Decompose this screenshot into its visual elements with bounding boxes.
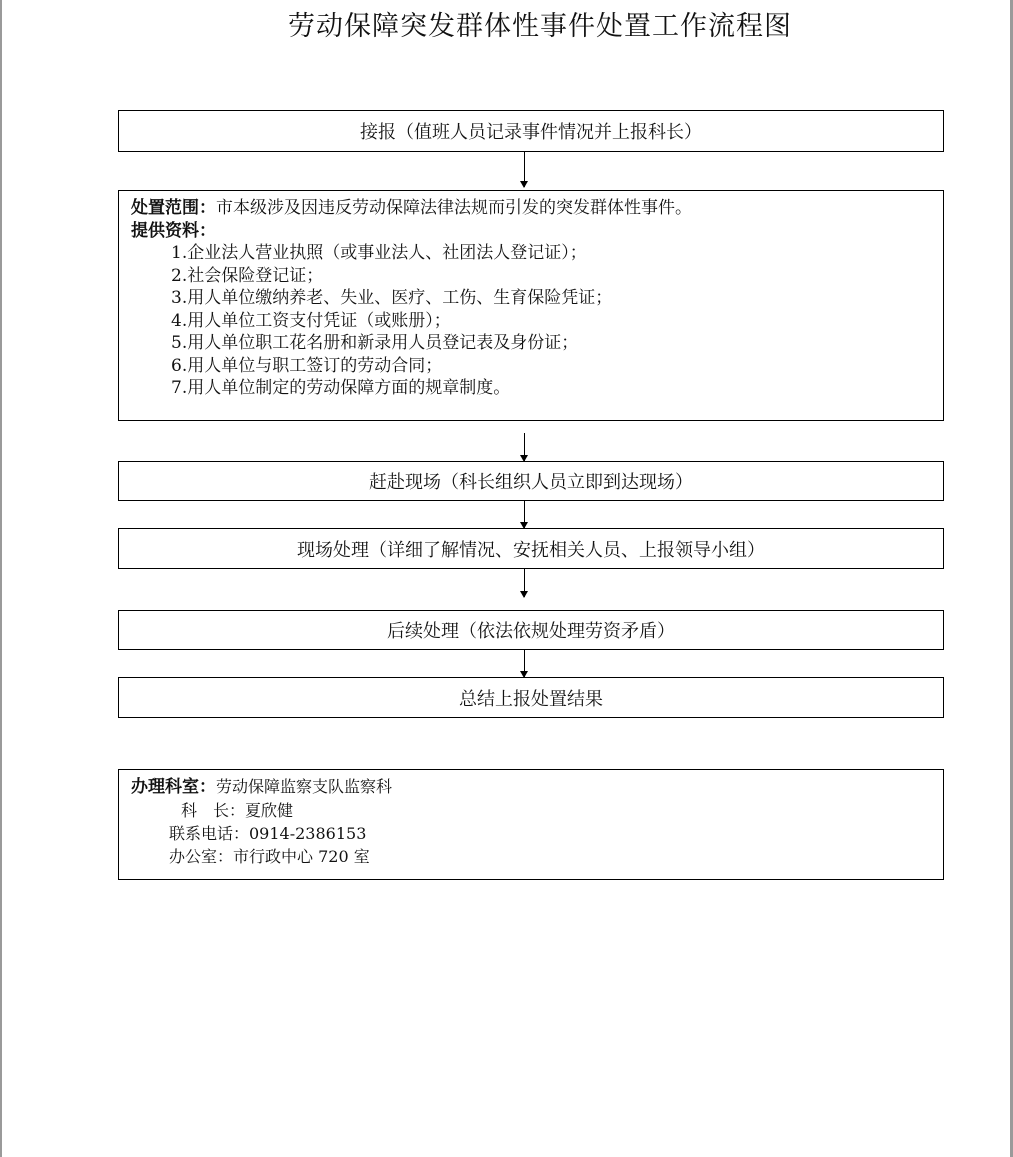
- step-receive-box: [118, 110, 944, 152]
- arrow-2: [524, 433, 525, 461]
- contact-phone: 联系电话：0914-2386153: [169, 824, 367, 843]
- step-rush-label: 赶赴现场（科长组织人员立即到达现场）: [369, 472, 693, 493]
- materials-item: 2.社会保险登记证；: [171, 265, 324, 286]
- contact-box: [118, 769, 944, 880]
- materials-item: 6.用人单位与职工签订的劳动合同；: [171, 355, 443, 376]
- contact-room: 办公室：市行政中心 720 室: [169, 847, 370, 866]
- materials-label: 提供资料：: [131, 220, 216, 241]
- scope-range-text: 市本级涉及因违反劳动保障法律法规而引发的突发群体性事件。: [216, 198, 692, 218]
- materials-item: 4.用人单位工资支付凭证（或账册）；: [171, 310, 451, 331]
- contact-office-value: 劳动保障监察支队监察科: [216, 777, 393, 796]
- page-title: 劳动保障突发群体性事件处置工作流程图: [288, 11, 792, 42]
- contact-chief: 科 长：夏欣健: [181, 801, 294, 820]
- page-left-edge: [0, 0, 2, 1157]
- arrow-5: [524, 650, 525, 677]
- step-summary-label: 总结上报处置结果: [459, 688, 603, 710]
- contact-office-row: [131, 775, 931, 799]
- step-summary-box: [118, 677, 944, 718]
- materials-item: 5.用人单位职工花名册和新录用人员登记表及身份证；: [171, 333, 579, 353]
- scope-range-row: [131, 197, 931, 220]
- contact-office-label: 办理科室：: [131, 777, 216, 797]
- scope-range-label: 处置范围：: [131, 198, 216, 218]
- step-followup-label: 后续处理（依法依规处理劳资矛盾）: [387, 621, 675, 642]
- step-onsite-label: 现场处理（详细了解情况、安抚相关人员、上报领导小组）: [297, 539, 765, 561]
- arrow-3: [524, 501, 525, 528]
- arrow-1: [524, 152, 525, 187]
- step-onsite-box: [118, 528, 944, 569]
- arrow-4: [524, 569, 525, 597]
- step-followup-box: [118, 610, 944, 650]
- materials-item: 1.企业法人营业执照（或事业法人、社团法人登记证）；: [171, 243, 587, 263]
- materials-list: [131, 242, 931, 400]
- materials-item: 3.用人单位缴纳养老、失业、医疗、工伤、生育保险凭证；: [171, 288, 613, 308]
- scope-box: [118, 190, 944, 421]
- materials-item: 7.用人单位制定的劳动保障方面的规章制度。: [171, 378, 511, 398]
- step-receive-label: 接报（值班人员记录事件情况并上报科长）: [360, 122, 702, 143]
- step-rush-box: [118, 461, 944, 501]
